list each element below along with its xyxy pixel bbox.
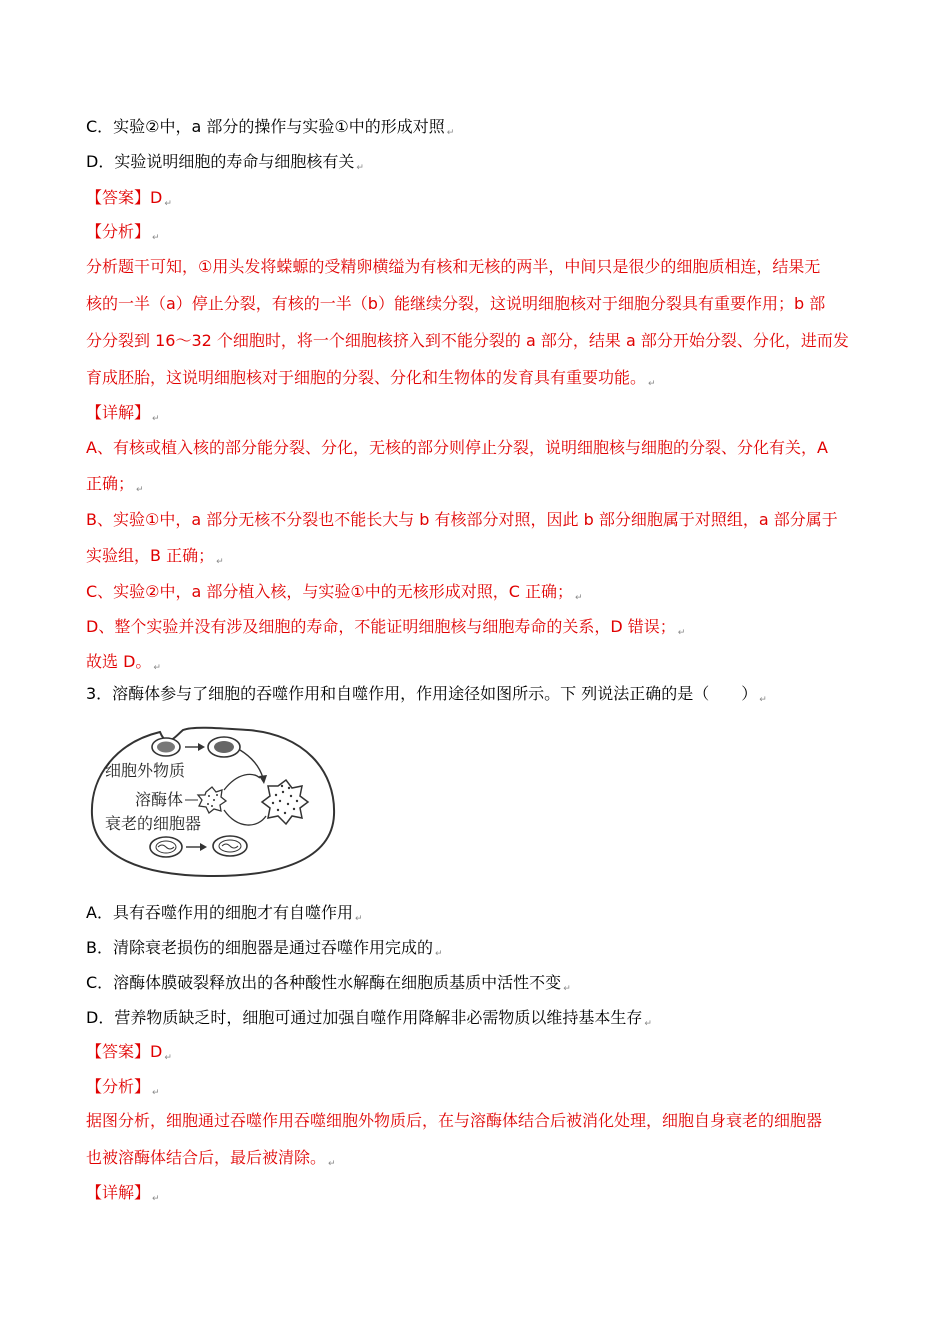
label-lysosome: 溶酶体 — [135, 790, 184, 809]
option-c: C．溶酶体膜破裂释放出的各种酸性水解酶在细胞质基质中活性不变 ↵ — [86, 973, 571, 994]
option-d: D．营养物质缺乏时，细胞可通过加强自噬作用降解非必需物质以维持基本生存 ↵ — [86, 1008, 652, 1029]
question-stem: 3．溶酶体参与了细胞的吞噬作用和自噬作用，作用途径如图所示。下 列说法正确的是（ ） ↵ — [86, 684, 767, 705]
option-a: A．具有吞噬作用的细胞才有自噬作用 ↵ — [86, 903, 363, 924]
prev-analysis-line: 核的一半（a）停止分裂，有核的一半（b）能继续分裂，这说明细胞核对于细胞分裂具有重要作用；b 部 — [86, 294, 826, 313]
arrow-icon — [198, 743, 205, 751]
prev-detail-label: 【详解】 ↵ — [86, 403, 160, 424]
prev-detail-line: D、整个实验并没有涉及细胞的寿命，不能证明细胞核与细胞寿命的关系，D 错误； ↵ — [86, 617, 686, 638]
lysosome — [198, 787, 226, 813]
arrow-icon — [259, 775, 267, 784]
arrow-icon — [200, 843, 207, 851]
prev-answer: 【答案】D ↵ — [86, 188, 172, 209]
prev-analysis-line: 分分裂到 16～32 个细胞时，将一个细胞核挤入到不能分裂的 a 部分，结果 a 部分开始分裂、分化，进而发 — [86, 331, 849, 350]
prev-detail-line: 故选 D。 ↵ — [86, 652, 161, 673]
prev-detail-line: B、实验①中，a 部分无核不分裂也不能长大与 b 有核部分对照，因此 b 部分细胞属于对照组，a 部分属于 — [86, 510, 838, 529]
detail-label: 【详解】 ↵ — [86, 1183, 160, 1204]
analysis-line: 据图分析，细胞通过吞噬作用吞噬细胞外物质后，在与溶酶体结合后被消化处理，细胞自身衰老的细胞器 — [86, 1111, 823, 1130]
prev-detail-line: 正确； ↵ — [86, 474, 144, 495]
answer: 【答案】D ↵ — [86, 1042, 172, 1063]
digestive-vacuole — [262, 780, 308, 824]
prev-detail-line: A、有核或植入核的部分能分裂、分化，无核的部分则停止分裂，说明细胞核与细胞的分裂、分化有关，A — [86, 438, 828, 457]
prev-analysis-label: 【分析】 ↵ — [86, 222, 160, 243]
analysis-line: 也被溶酶体结合后，最后被清除。 ↵ — [86, 1148, 336, 1169]
prev-detail-line: 实验组，B 正确； ↵ — [86, 546, 224, 567]
cell-diagram — [88, 720, 338, 880]
option-b: B．清除衰老损伤的细胞器是通过吞噬作用完成的 ↵ — [86, 938, 443, 959]
analysis-label: 【分析】 ↵ — [86, 1077, 160, 1098]
label-aged-organelle: 衰老的细胞器 — [105, 814, 202, 833]
label-outside-material: 细胞外物质 — [105, 761, 186, 780]
prev-analysis-line: 育成胚胎，这说明细胞核对于细胞的分裂、分化和生物体的发育具有重要功能。 ↵ — [86, 368, 656, 389]
prev-option-d: D．实验说明细胞的寿命与细胞核有关 ↵ — [86, 152, 364, 173]
prev-detail-line: C、实验②中，a 部分植入核，与实验①中的无核形成对照，C 正确； ↵ — [86, 582, 583, 603]
prev-option-c: C．实验②中，a 部分的操作与实验①中的形成对照 ↵ — [86, 117, 455, 138]
prev-analysis-line: 分析题干可知，①用头发将蝾螈的受精卵横缢为有核和无核的两半，中间只是很少的细胞质相连，结果无 — [86, 257, 821, 276]
